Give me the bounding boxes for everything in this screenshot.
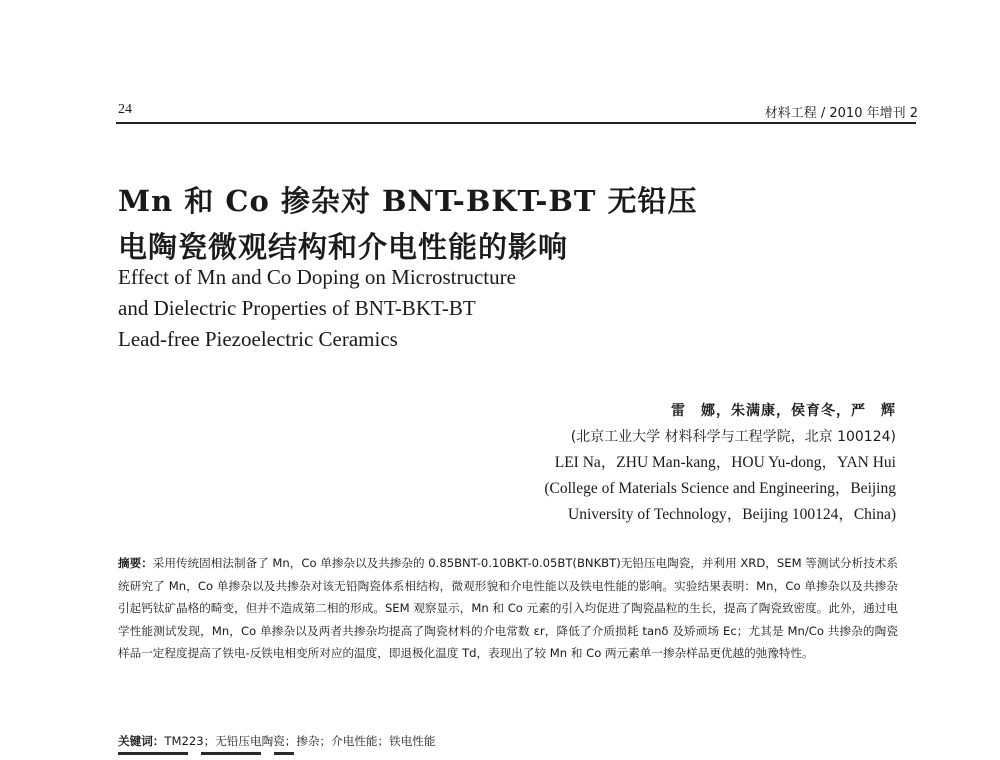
cutoff-fragment: [274, 752, 294, 755]
abstract: [118, 552, 898, 665]
abstract-text: 采用传统固相法制备了 Mn，Co 单掺杂以及共掺杂的 0.85BNT-0.10BKT-0.05BT(BNKBT)无铅压电陶瓷，并利用 XRD，SEM 等测试分析技术系统研究了 Mn，Co 单掺杂以及共掺杂对该无铅陶瓷体系相结构，微观形貌和介电性能以及铁电性能的影响。实验结果表明：Mn，Co 单掺杂以及共掺杂引起钙钛矿晶格的畸变，但并不造成第二相的形成。SEM 观察显示，Mn 和 Co 元素的引入均促进了陶瓷晶粒的生长，提高了陶瓷致密度。此外，通过电学性能测试发现，Mn，Co 单掺杂以及两者共掺杂均提高了陶瓷材料的介电常数 εr，降低了介质损耗 tanδ 及矫顽场 Ec；尤其是 Mn/Co 共掺杂的陶瓷样品一定程度提高了铁电-反铁电相变所对应的温度，即退极化温度 Td，表现出了较 Mn 和 Co 两元素单一掺杂样品更优越的弛豫特性。: [118, 556, 899, 661]
chinese-title: [118, 178, 878, 270]
byline: [336, 398, 896, 528]
journal-header: 材料工程 / 2010 年增刊 2: [764, 106, 918, 121]
authors-chinese: 雷 娜，朱满康，侯育冬，严 辉: [671, 403, 896, 419]
english-title-line-3: Lead-free Piezoelectric Ceramics: [118, 327, 398, 351]
affiliation-chinese: (北京工业大学 材料科学与工程学院，北京 100124): [570, 429, 896, 445]
affiliation-english-line-1: (College of Materials Science and Engineering，Beijing: [544, 480, 896, 497]
header-rule: [116, 122, 916, 124]
chinese-title-line-1: Mn 和 Co 掺杂对 BNT-BKT-BT 无铅压: [118, 184, 698, 218]
keywords-label: 关键词：: [118, 734, 165, 748]
english-title-line-2: and Dielectric Properties of BNT-BKT-BT: [118, 296, 476, 320]
english-title: [118, 262, 878, 355]
abstract-label: 摘要：: [118, 556, 153, 570]
cutoff-fragment: [118, 752, 188, 755]
page-number: 24: [118, 102, 132, 117]
keywords-text: TM223；无铅压电陶瓷；掺杂；介电性能；铁电性能: [164, 734, 436, 748]
affiliation-english-line-2: University of Technology，Beijing 100124，China): [568, 506, 896, 523]
authors-english: LEI Na，ZHU Man-kang，HOU Yu-dong，YAN Hui: [554, 454, 896, 471]
cutoff-text-line: [118, 752, 418, 760]
chinese-title-line-2: 电陶瓷微观结构和介电性能的影响: [118, 230, 569, 264]
english-title-line-1: Effect of Mn and Co Doping on Microstructure: [118, 265, 516, 289]
keywords: [118, 731, 898, 751]
cutoff-fragment: [201, 752, 261, 755]
